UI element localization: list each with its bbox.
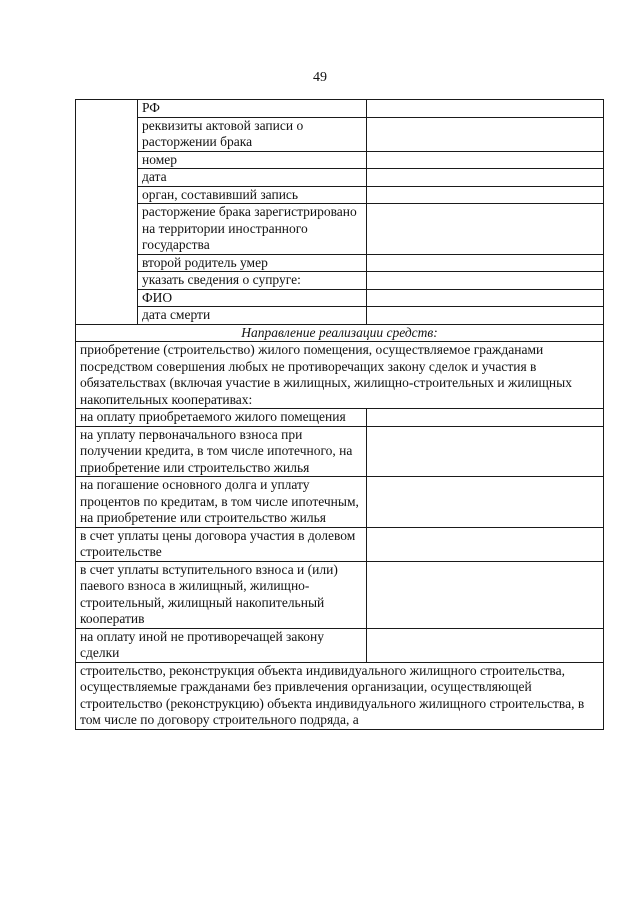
- application-form-table: [75, 99, 604, 730]
- row-label-spouse-info: указать сведения о супруге:: [138, 272, 367, 290]
- value-field-rf[interactable]: [367, 100, 604, 118]
- table-row: [76, 342, 604, 409]
- table-row: [76, 117, 604, 151]
- table-row: [76, 186, 604, 204]
- table-row: [76, 272, 604, 290]
- funds-direction-heading: Направление реализации средств:: [76, 324, 604, 342]
- row-label-second-parent-deceased: второй родитель умер: [138, 254, 367, 272]
- table-row: [76, 561, 604, 628]
- value-field-divorce-record-details[interactable]: [367, 117, 604, 151]
- value-field-second-parent-deceased[interactable]: [367, 254, 604, 272]
- row-label-divorce-record-details: реквизиты актовой записи о расторжении брака: [138, 117, 367, 151]
- option-label-purchase-payment: на оплату приобретаемого жилого помещения: [76, 409, 367, 427]
- table-row: [76, 169, 604, 187]
- table-row: [76, 324, 604, 342]
- value-field-issuing-authority[interactable]: [367, 186, 604, 204]
- option-label-other-transaction: на оплату иной не противоречащей закону сделки: [76, 628, 367, 662]
- table-row: [76, 100, 604, 118]
- table-row: [76, 426, 604, 477]
- value-field-date[interactable]: [367, 169, 604, 187]
- value-field-divorce-registered-abroad[interactable]: [367, 204, 604, 255]
- option-field-purchase-payment[interactable]: [367, 409, 604, 427]
- table-row: [76, 662, 604, 729]
- table-row: [76, 254, 604, 272]
- option-label-shared-construction: в счет уплаты цены договора участия в долевом строительстве: [76, 527, 367, 561]
- option-label-down-payment: на уплату первоначального взноса при получении кредита, в том числе ипотечного, на приобретение или строительство жилья: [76, 426, 367, 477]
- row-label-date-of-death: дата смерти: [138, 307, 367, 325]
- table-row: [76, 409, 604, 427]
- table-row: [76, 527, 604, 561]
- option-field-down-payment[interactable]: [367, 426, 604, 477]
- individual-construction-text: строительство, реконструкция объекта индивидуального жилищного строительства, осуществляемые гражданами без привлечения организации, осуществляющей строительство (реконструкцию) объекта индивидуального жилищного строительства, в том числе по договору строительного подряда, а: [76, 662, 604, 729]
- row-label-number: номер: [138, 151, 367, 169]
- option-label-loan-repayment: на погашение основного долга и уплату процентов по кредитам, в том числе ипотечным, на приобретение или строительство жилья: [76, 477, 367, 528]
- table-row: [76, 204, 604, 255]
- table-row: [76, 628, 604, 662]
- value-field-date-of-death[interactable]: [367, 307, 604, 325]
- option-field-other-transaction[interactable]: [367, 628, 604, 662]
- table-row: [76, 307, 604, 325]
- value-field-spouse-info[interactable]: [367, 272, 604, 290]
- row-label-date: дата: [138, 169, 367, 187]
- value-field-number[interactable]: [367, 151, 604, 169]
- row-label-full-name: ФИО: [138, 289, 367, 307]
- table-row: [76, 151, 604, 169]
- housing-purchase-intro: приобретение (строительство) жилого помещения, осуществляемое гражданами посредством совершения любых не противоречащих закону сделок и участия в обязательствах (включая участие в жилищных, жилищно-строительных и жилищных накопительных кооперативах:: [76, 342, 604, 409]
- option-label-cooperative-fee: в счет уплаты вступительного взноса и (или) паевого взноса в жилищный, жилищно-строительный, жилищный накопительный кооператив: [76, 561, 367, 628]
- page-number: 49: [313, 70, 327, 85]
- option-field-loan-repayment[interactable]: [367, 477, 604, 528]
- table-row: [76, 289, 604, 307]
- row-label-issuing-authority: орган, составивший запись: [138, 186, 367, 204]
- blank-left-cell: [76, 100, 138, 325]
- option-field-shared-construction[interactable]: [367, 527, 604, 561]
- option-field-cooperative-fee[interactable]: [367, 561, 604, 628]
- table-row: [76, 477, 604, 528]
- row-label-rf: РФ: [138, 100, 367, 118]
- row-label-divorce-registered-abroad: расторжение брака зарегистрировано на территории иностранного государства: [138, 204, 367, 255]
- value-field-full-name[interactable]: [367, 289, 604, 307]
